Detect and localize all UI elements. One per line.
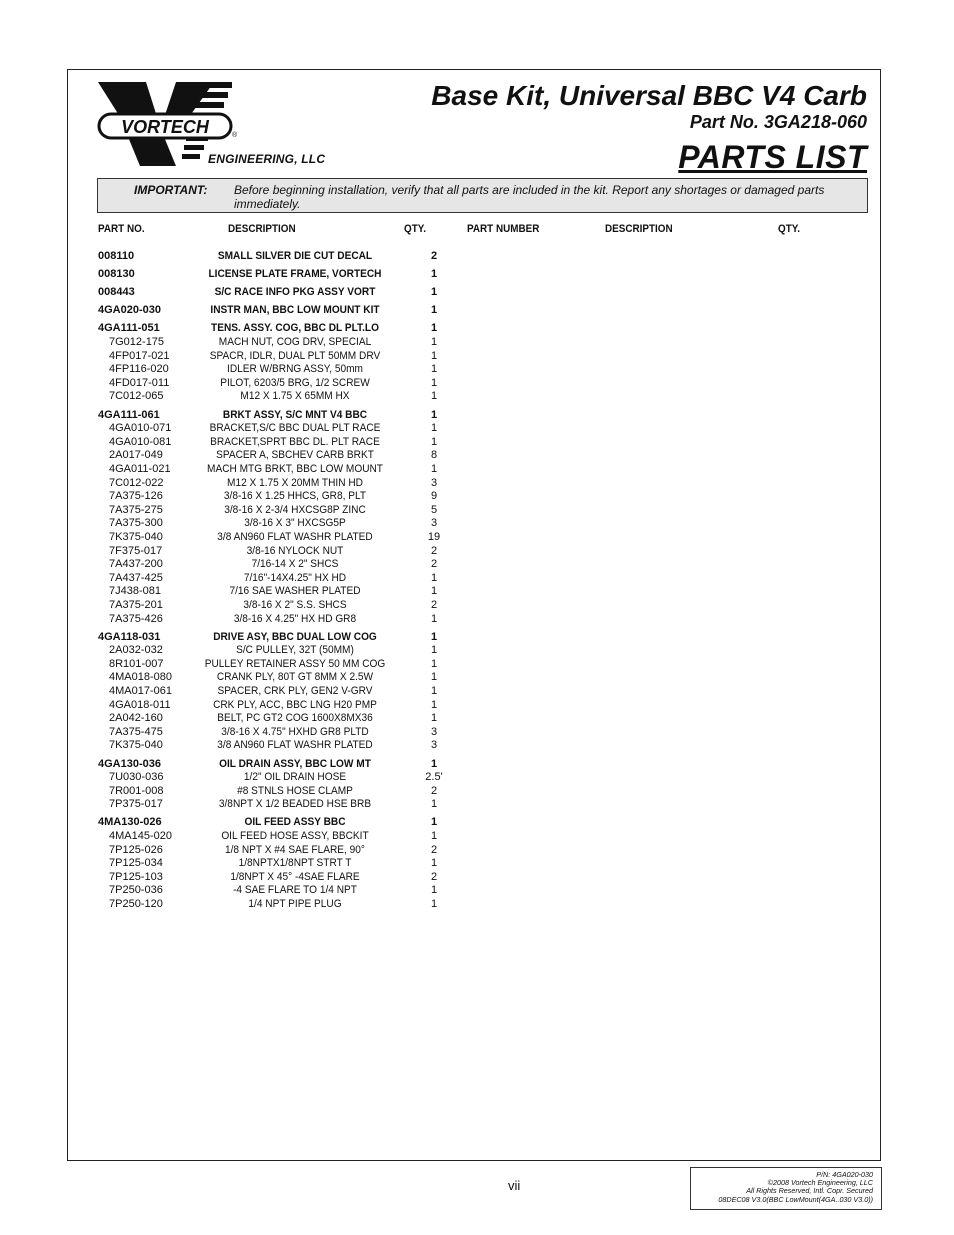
part-number-cell: 2A042-160 — [109, 712, 163, 725]
description-cell: BELT, PC GT2 COG 1600X8MX36 — [217, 712, 373, 725]
part-number-cell: 4GA018-011 — [109, 698, 171, 711]
qty-cell: 3 — [430, 517, 438, 530]
description-cell: -4 SAE FLARE TO 1/4 NPT — [233, 884, 357, 897]
document-info-box — [690, 1167, 882, 1210]
important-notice — [97, 178, 868, 213]
description-cell: 3/8-16 X 2-3/4 HXCSG8P ZINC — [224, 503, 366, 516]
part-number-cell: 4MA145-020 — [109, 830, 172, 842]
description-cell: 3/8-16 X 4.75" HXHD GR8 PLTD — [221, 725, 369, 738]
description-cell: 3/8NPT X 1/2 BEADED HSE BRB — [218, 798, 372, 811]
description-cell: SPACER A, SBCHEV CARB BRKT — [216, 449, 374, 462]
part-number-cell: 7C012-022 — [109, 476, 164, 489]
col-header-part-number: PART NUMBER — [467, 223, 540, 235]
description-cell: 7/16 SAE WASHER PLATED — [229, 585, 361, 598]
part-number-cell: 7F375-017 — [109, 544, 163, 557]
qty-cell: 1 — [430, 349, 438, 362]
part-number-cell: 008130 — [98, 268, 135, 281]
qty-cell: 2 — [430, 843, 438, 856]
part-number-cell: 7C012-065 — [109, 390, 164, 403]
part-number-cell: 2A017-049 — [109, 449, 163, 462]
description-cell: M12 X 1.75 X 20MM THIN HD — [227, 476, 363, 489]
part-number-cell: 7G012-175 — [109, 336, 165, 348]
qty-cell: 1 — [430, 685, 438, 697]
qty-cell: 9 — [430, 490, 438, 503]
info-line: ©2008 Vortech Engineering, LLC — [767, 1178, 873, 1188]
qty-cell: 1 — [430, 698, 438, 711]
qty-cell: 1 — [430, 571, 438, 584]
description-cell: CRK PLY, ACC, BBC LNG H20 PMP — [213, 698, 377, 711]
qty-cell: 1 — [430, 671, 438, 684]
description-cell: M12 X 1.75 X 65MM HX — [240, 390, 350, 403]
qty-cell: 1 — [430, 657, 438, 670]
part-number-cell: 7R001-008 — [109, 784, 164, 797]
description-cell: BRACKET,S/C BBC DUAL PLT RACE — [209, 422, 381, 435]
description-cell: 1/4 NPT PIPE PLUG — [248, 898, 342, 910]
qty-cell: 1 — [430, 390, 438, 403]
qty-cell: 1 — [430, 363, 438, 376]
qty-cell: 3 — [430, 725, 438, 738]
qty-cell: 1 — [430, 857, 438, 870]
part-number-cell: 4FP116-020 — [109, 363, 169, 376]
qty-cell: 1 — [430, 336, 438, 348]
part-number-cell: 008443 — [98, 286, 135, 299]
description-cell: OIL FEED HOSE ASSY, BBCKIT — [221, 830, 369, 842]
part-number-cell: 4GA111-051 — [98, 322, 160, 335]
col-header-description: DESCRIPTION — [228, 223, 296, 235]
part-number-cell: 4FD017-011 — [109, 376, 170, 389]
description-cell: OIL DRAIN ASSY, BBC LOW MT — [219, 757, 371, 770]
qty-cell: 3 — [430, 476, 438, 489]
part-number-cell: 7A375-426 — [109, 612, 163, 625]
qty-cell: 3 — [430, 739, 438, 752]
part-number-cell: 7P125-034 — [109, 857, 163, 870]
part-number-cell: 008110 — [98, 250, 135, 262]
description-cell: #8 STNLS HOSE CLAMP — [237, 784, 353, 797]
qty-cell: 1 — [430, 712, 438, 725]
qty-cell: 2 — [430, 558, 438, 571]
part-number-cell: 8R101-007 — [109, 657, 164, 670]
description-cell: MACH MTG BRKT, BBC LOW MOUNT — [207, 462, 383, 475]
description-cell: CRANK PLY, 80T GT 8MM X 2.5W — [216, 671, 374, 684]
info-line: All Rights Reserved, Intl. Copr. Secured — [746, 1186, 873, 1196]
qty-cell: 8 — [430, 449, 438, 462]
qty-cell: 5 — [430, 503, 438, 516]
col-header-description-right: DESCRIPTION — [605, 223, 673, 235]
qty-cell: 1 — [430, 612, 438, 625]
part-number-cell: 4MA130-026 — [98, 816, 162, 829]
part-number-cell: 2A032-032 — [109, 644, 163, 657]
part-number-cell: 7P250-120 — [109, 898, 163, 910]
qty-cell: 2 — [430, 598, 438, 611]
qty-cell: 2 — [430, 784, 438, 797]
qty-cell: 1 — [430, 422, 438, 435]
part-number-cell: 4GA011-021 — [109, 462, 171, 475]
svg-text:®: ® — [232, 132, 238, 139]
kit-part-number: Part No. 3GA218-060 — [689, 112, 867, 132]
description-cell: 3/8-16 X 4.25" HX HD GR8 — [233, 612, 357, 625]
company-name: ENGINEERING, LLC — [208, 152, 326, 166]
qty-cell: 1 — [430, 830, 438, 842]
qty-cell: 1 — [430, 898, 438, 910]
qty-cell: 2 — [430, 544, 438, 557]
description-cell: 3/8 AN960 FLAT WASHR PLATED — [217, 530, 373, 543]
part-number-cell: 7A437-200 — [109, 558, 163, 571]
part-number-cell: 4MA018-080 — [109, 671, 172, 684]
description-cell: OIL FEED ASSY BBC — [244, 816, 346, 829]
qty-cell: 1 — [430, 462, 438, 475]
description-cell: S/C RACE INFO PKG ASSY VORT — [214, 286, 376, 299]
description-cell: SPACR, IDLR, DUAL PLT 50MM DRV — [209, 349, 381, 362]
description-cell: LICENSE PLATE FRAME, VORTECH — [208, 268, 382, 281]
description-cell: MACH NUT, COG DRV, SPECIAL — [218, 336, 372, 348]
part-number-cell: 4MA017-061 — [109, 685, 172, 697]
description-cell: PILOT, 6203/5 BRG, 1/2 SCREW — [220, 376, 370, 389]
description-cell: 1/8 NPT X #4 SAE FLARE, 90° — [224, 843, 365, 856]
description-cell: TENS. ASSY. COG, BBC DL PLT.LO — [211, 322, 379, 335]
qty-cell: 1 — [430, 644, 438, 657]
col-header-qty-right: QTY. — [778, 223, 801, 235]
info-line: P/N: 4GA020-030 — [816, 1170, 873, 1179]
part-number-cell: 7J438-081 — [109, 585, 161, 598]
part-number-cell: 4GA010-081 — [109, 435, 172, 448]
part-number-cell: 7A375-300 — [109, 517, 163, 530]
part-number-cell: 4FP017-021 — [109, 349, 170, 362]
part-number-cell: 4GA010-071 — [109, 422, 172, 435]
qty-cell: 1 — [430, 884, 438, 897]
part-number-cell: 4GA020-030 — [98, 304, 161, 317]
part-number-cell: 7P125-026 — [109, 843, 163, 856]
description-cell: DRIVE ASY, BBC DUAL LOW COG — [213, 630, 377, 643]
description-cell: BRACKET,SPRT BBC DL. PLT RACE — [210, 435, 380, 448]
qty-cell: 1 — [430, 408, 438, 421]
qty-cell: 1 — [430, 630, 438, 643]
part-number-cell: 4GA130-036 — [98, 757, 161, 770]
qty-cell: 1 — [430, 798, 438, 811]
parts-list-heading: PARTS LIST — [678, 139, 867, 175]
qty-cell: 1 — [430, 268, 438, 281]
qty-cell: 1 — [430, 304, 438, 317]
description-cell: 7/16-14 X 2" SHCS — [251, 558, 339, 571]
description-cell: S/C PULLEY, 32T (50MM) — [236, 644, 354, 657]
description-cell: INSTR MAN, BBC LOW MOUNT KIT — [210, 304, 380, 317]
part-number-cell: 7A375-201 — [109, 598, 163, 611]
description-cell: 1/8NPTX1/8NPT STRT T — [238, 857, 352, 870]
description-cell: 7/16"-14X4.25" HX HD — [243, 571, 347, 584]
description-cell: 3/8-16 X 3" HXCSG5P — [244, 517, 346, 530]
part-number-cell: 4GA111-061 — [98, 408, 160, 421]
description-cell: PULLEY RETAINER ASSY 50 MM COG — [204, 657, 386, 670]
description-cell: 3/8-16 X 2" S.S. SHCS — [243, 598, 347, 611]
part-number-cell: 7P375-017 — [109, 798, 163, 811]
part-number-cell: 7P125-103 — [109, 870, 163, 883]
description-cell: 3/8-16 X 1.25 HHCS, GR8, PLT — [223, 490, 367, 503]
description-cell: BRKT ASSY, S/C MNT V4 BBC — [222, 408, 368, 421]
qty-cell: 1 — [430, 585, 438, 598]
qty-cell: 1 — [430, 322, 438, 335]
description-cell: 3/8-16 NYLOCK NUT — [246, 544, 344, 557]
info-line: 08DEC08 V3.0(BBC LowMount(4GA..030 V3.0)) — [718, 1194, 873, 1204]
part-number-cell: 7P250-036 — [109, 884, 163, 897]
part-number-cell: 7K375-040 — [109, 739, 163, 752]
qty-cell: 1 — [430, 757, 438, 770]
description-cell: IDLER W/BRNG ASSY, 50mm — [227, 363, 363, 376]
qty-cell: 1 — [430, 286, 438, 299]
page-number: vii — [508, 1178, 521, 1193]
qty-cell: 2.5' — [425, 771, 443, 784]
important-text: Before beginning installation, verify that all parts are included in the kit. Report any shortages or damaged parts immediately. — [234, 183, 825, 211]
qty-cell: 1 — [430, 376, 438, 389]
description-cell: 1/2" OIL DRAIN HOSE — [243, 771, 347, 784]
document-title: Base Kit, Universal BBC V4 Carb — [431, 80, 867, 111]
logo-wordmark: VORTECH — [121, 117, 209, 137]
col-header-qty: QTY. — [404, 223, 427, 235]
part-number-cell: 7U030-036 — [109, 771, 164, 784]
description-cell: 3/8 AN960 FLAT WASHR PLATED — [217, 739, 373, 752]
description-cell: 1/8NPT X 45° -4SAE FLARE — [230, 870, 360, 883]
part-number-cell: 7K375-040 — [109, 530, 163, 543]
part-number-cell: 7A375-126 — [109, 490, 163, 503]
description-cell: SPACER, CRK PLY, GEN2 V-GRV — [217, 685, 373, 697]
description-cell: SMALL SILVER DIE CUT DECAL — [217, 250, 373, 262]
qty-cell: 2 — [430, 250, 438, 262]
qty-cell: 1 — [430, 435, 438, 448]
qty-cell: 19 — [427, 530, 441, 543]
part-number-cell: 7A437-425 — [109, 571, 163, 584]
col-header-part-no: PART NO. — [98, 223, 145, 235]
qty-cell: 2 — [430, 870, 438, 883]
part-number-cell: 7A375-475 — [109, 725, 163, 738]
part-number-cell: 4GA118-031 — [98, 630, 161, 643]
important-label: IMPORTANT: — [134, 183, 208, 197]
qty-cell: 1 — [430, 816, 438, 829]
part-number-cell: 7A375-275 — [109, 503, 163, 516]
